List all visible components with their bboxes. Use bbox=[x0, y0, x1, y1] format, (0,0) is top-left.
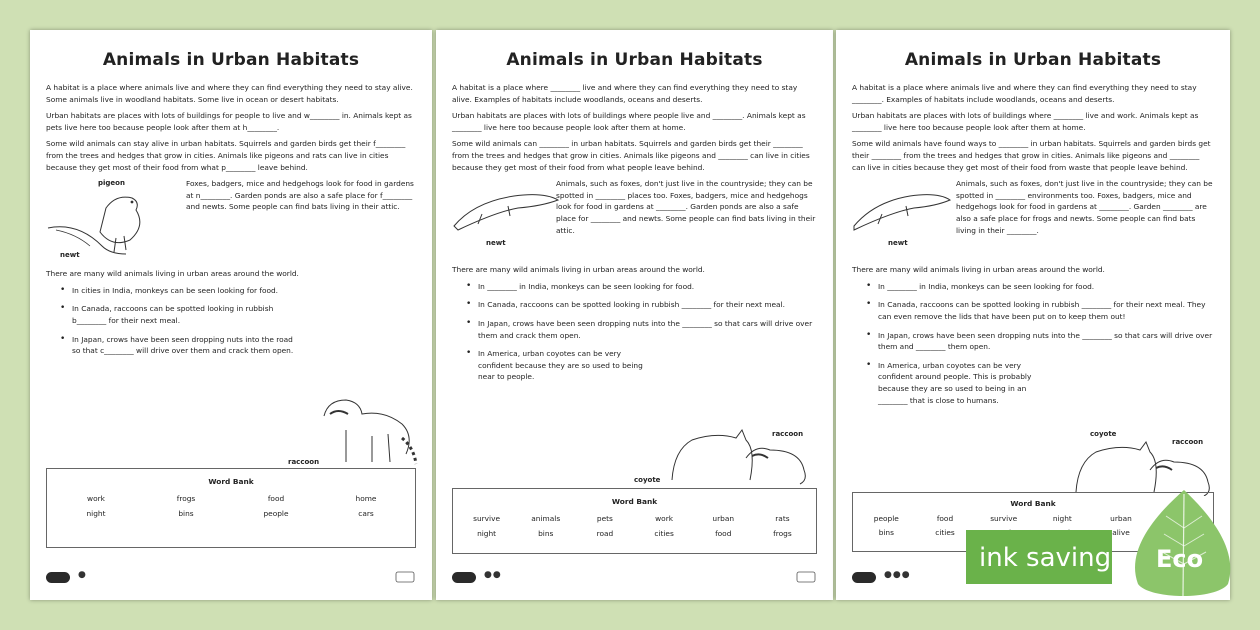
word-bank-word: road bbox=[596, 529, 614, 538]
newt-illustration bbox=[452, 184, 564, 244]
newt-illustration bbox=[852, 184, 956, 244]
brand-logo bbox=[452, 572, 476, 583]
word-bank-word: frogs bbox=[176, 494, 196, 503]
word-bank bbox=[46, 468, 416, 548]
paragraph: Animals, such as foxes, don't just live in the countryside; they can be spotted in ________ places too. Foxes, badgers, mice and hedgehogs look for food in gardens at ________. Garden ponds are also a safe place for ________ and newts. Some people can find bats living in their attic. bbox=[556, 179, 816, 235]
list-item: • In America, urban coyotes can be very confident because they are so used to being near to people. bbox=[466, 348, 817, 383]
word-bank-word: people bbox=[873, 514, 899, 523]
page-title: Animals in Urban Habitats bbox=[102, 50, 360, 70]
page-number-dots: ●●● bbox=[884, 570, 911, 580]
paragraph: Foxes, badgers, mice and hedgehogs look for food in gardens at n________. Garden ponds are also a safe place for f________ and newts. Some people can find bats living in their attic. bbox=[186, 179, 414, 212]
brand-logo bbox=[46, 572, 70, 583]
list-item: • In cities in India, monkeys can be seen looking for food. bbox=[60, 285, 416, 297]
page-footer bbox=[46, 570, 416, 586]
word-bank-word: urban bbox=[1110, 514, 1132, 523]
word-bank-word: pets bbox=[596, 514, 613, 523]
list-item: • In Canada, raccoons can be spotted looking in rubbish b________ for their next meal. bbox=[60, 303, 416, 326]
paragraph: Urban habitats are places with lots of buildings where people live and ________. Animals kept as ________ live here too because people look after them at home. bbox=[452, 111, 806, 132]
page-footer bbox=[452, 570, 817, 586]
word-bank-word: night bbox=[1052, 514, 1072, 523]
page-title: Animals in Urban Habitats bbox=[904, 50, 1162, 70]
raccoon-label: raccoon bbox=[288, 458, 320, 466]
word-bank-word: food bbox=[936, 514, 954, 523]
list-item: • In Canada, raccoons can be spotted looking in rubbish ________ for their next meal. They can even remove the lids that have been put on to keep them out! bbox=[866, 299, 1214, 322]
word-bank-title: Word Bank bbox=[611, 497, 658, 506]
paragraph: Urban habitats are places with lots of buildings where ________ live and work. Animals kept as ________ live here too because people look after them at home. bbox=[852, 111, 1199, 132]
word-bank-word: frogs bbox=[773, 529, 792, 538]
pigeon-label: pigeon bbox=[98, 179, 125, 188]
paragraph: Some wild animals have found ways to ________ in urban habitats. Squirrels and garden birds get their ________ from the trees and hedges that grow in cities. Animals like pigeons and ________ can live in cities because they get most of their food from waste that people leave behind. bbox=[852, 139, 1211, 172]
paragraph: There are many wild animals living in urban areas around the world. bbox=[852, 265, 1105, 275]
list-item: • In Canada, raccoons can be spotted looking in rubbish ________ for their next meal. bbox=[466, 299, 817, 311]
word-bank-word: survive bbox=[473, 514, 501, 523]
footer-badge-icon bbox=[394, 570, 416, 584]
footer-badge-icon bbox=[795, 570, 817, 584]
ink-saving-text: ink saving bbox=[979, 543, 1112, 573]
paragraph: Urban habitats are places with lots of buildings for people to live and w________ in. Animals kept as pets live here too because people look after them at h________. bbox=[46, 111, 412, 132]
paragraph: A habitat is a place where animals live and where they can find everything they need to stay alive. Some animals live in woodland habitats. Some live in ocean or desert habitats. bbox=[46, 83, 413, 104]
word-bank-word: bins bbox=[878, 528, 894, 537]
newt-label: newt bbox=[486, 239, 506, 248]
brand-logo bbox=[852, 572, 876, 583]
word-bank-word: work bbox=[87, 494, 105, 503]
page-title: Animals in Urban Habitats bbox=[506, 50, 763, 70]
raccoon-label: raccoon bbox=[1172, 438, 1204, 446]
word-bank-word: night bbox=[477, 529, 497, 538]
bullet-list bbox=[46, 285, 416, 357]
word-bank bbox=[452, 488, 817, 554]
word-bank-word: cars bbox=[358, 509, 374, 518]
word-bank-word: night bbox=[86, 509, 106, 518]
illustrated-paragraph bbox=[452, 178, 817, 260]
word-bank-word: cities bbox=[654, 529, 674, 538]
paragraph: Some wild animals can stay alive in urban habitats. Squirrels and garden birds get their f________ from the trees and hedges that grow in cities. Animals like pigeons and rats can live in cities because they get most of their food from what p________ leave behind. bbox=[46, 139, 406, 172]
word-bank-word: food bbox=[267, 494, 285, 503]
newt-label: newt bbox=[60, 251, 80, 260]
eco-text: Eco bbox=[1156, 545, 1204, 573]
word-bank-title: Word Bank bbox=[208, 477, 254, 486]
coyote-label: coyote bbox=[634, 476, 661, 484]
word-bank-word: alive bbox=[1112, 528, 1130, 537]
bullet-list bbox=[452, 281, 817, 383]
worksheet-page-1 bbox=[30, 30, 432, 600]
word-bank-word: bins bbox=[178, 509, 194, 518]
word-bank-word: work bbox=[655, 514, 674, 523]
list-item: • In Japan, crows have been seen dropping nuts into the ________ so that cars will drive over them and ________ them open. bbox=[866, 330, 1214, 353]
word-bank-word: rats bbox=[775, 514, 790, 523]
list-item: • In America, urban coyotes can be very confident around people. This is probably because they are so used to being in an ________ that is close to humans. bbox=[866, 360, 1214, 406]
bullet-list bbox=[852, 281, 1214, 406]
paragraph: There are many wild animals living in urban areas around the world. bbox=[46, 269, 299, 279]
word-bank-word: food bbox=[715, 529, 732, 538]
newt-label: newt bbox=[888, 239, 908, 248]
illustrated-paragraph bbox=[852, 178, 1214, 260]
page-number-dots: ● bbox=[78, 570, 87, 580]
list-item: • In Japan, crows have been seen dropping nuts into the road so that c________ will drive over them and crack them open. bbox=[60, 334, 416, 357]
list-item: • In ________ in India, monkeys can be seen looking for food. bbox=[866, 281, 1214, 293]
list-item: • In ________ in India, monkeys can be seen looking for food. bbox=[466, 281, 817, 293]
page-number-dots: ●● bbox=[484, 570, 502, 580]
raccoon-label: raccoon bbox=[772, 430, 804, 438]
list-item: • In Japan, crows have been seen dropping nuts into the ________ so that cars will drive over them and crack them open. bbox=[466, 318, 817, 341]
word-bank-word: people bbox=[263, 509, 289, 518]
word-bank-word: survive bbox=[990, 514, 1018, 523]
worksheet-page-2 bbox=[436, 30, 833, 600]
paragraph: Some wild animals can ________ in urban habitats. Squirrels and garden birds get their ________ from the trees and hedges that grow in cities. Animals like pigeons and ________ can live in cities because they get most of their food from what people leave behind. bbox=[452, 139, 810, 172]
word-bank-title: Word Bank bbox=[1010, 499, 1056, 508]
coyote-label: coyote bbox=[1090, 430, 1117, 438]
paragraph: A habitat is a place where animals live and where they can find everything they need to stay ________. Examples of habitats include woodlands, oceans and deserts. bbox=[852, 83, 1197, 104]
paragraph: There are many wild animals living in urban areas around the world. bbox=[452, 265, 705, 275]
word-bank-word: cities bbox=[935, 528, 955, 537]
word-bank-word: home bbox=[355, 494, 377, 503]
paragraph: A habitat is a place where ________ live and where they can find everything they need to stay alive. Examples of habitats include woodlands, oceans and deserts. bbox=[452, 83, 798, 104]
illustrated-paragraph bbox=[46, 178, 416, 264]
word-bank-word: animals bbox=[531, 514, 561, 523]
word-bank-word: urban bbox=[712, 514, 735, 523]
raccoon-illustration bbox=[316, 394, 420, 470]
paragraph: Animals, such as foxes, don't just live in the countryside; they can be spotted in ________ environments too. Foxes, badgers, mice and hedgehogs look for food in gardens at ________. Garden ________ are also a safe place for frogs and newts. Some people can find bats living in their ________. bbox=[956, 179, 1213, 235]
word-bank-word: bins bbox=[538, 529, 554, 538]
